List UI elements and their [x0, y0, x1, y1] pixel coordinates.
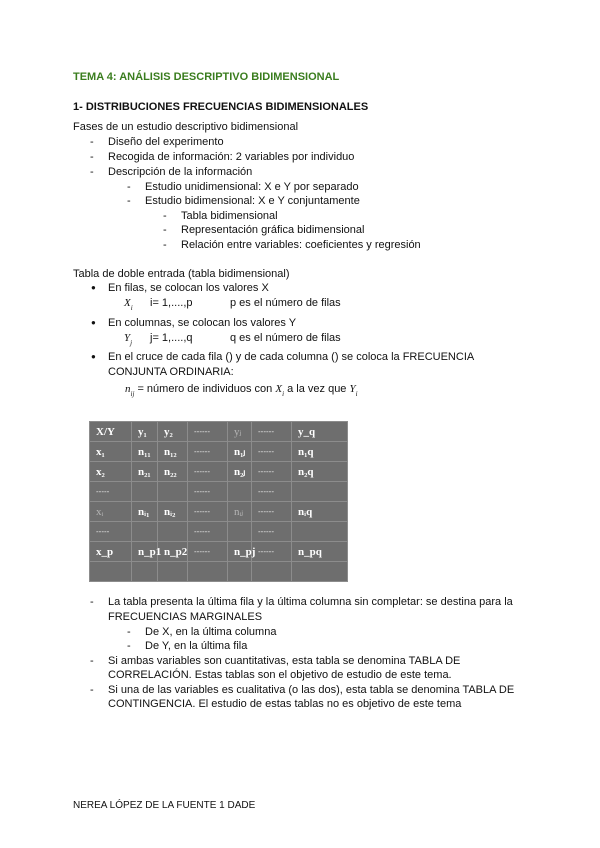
math-xi: $X_i$: [124, 297, 133, 312]
table-cell: x_p: [90, 542, 132, 562]
table-cell: [228, 522, 252, 542]
table-cell: ------: [188, 462, 228, 482]
table-cell: X/Y: [90, 422, 132, 442]
list-item: - La tabla presenta la última fila y la última columna sin completar: se destina para la: [108, 596, 513, 608]
table-row: [90, 442, 348, 462]
page-title: TEMA 4: ANÁLISIS DESCRIPTIVO BIDIMENSIONAL: [73, 71, 340, 83]
table-cell: -----: [90, 482, 132, 502]
list-item: - Diseño del experimento: [108, 136, 224, 148]
list-item-cont: CORRELACIÓN. Estas tablas son el objetivo de estudio de este tema.: [108, 669, 452, 681]
table-cell: ------: [188, 522, 228, 542]
table-cell: ------: [252, 502, 292, 522]
table-cell: nᵢⱼ: [228, 502, 252, 522]
table-cell: yⱼ: [228, 422, 252, 442]
list-item-cont: CONTINGENCIA. El estudio de estas tablas no es objetivo de este tema: [108, 698, 462, 710]
list-subitem: - De X, en la última columna: [145, 626, 276, 638]
table-cell: n₂q: [292, 462, 348, 482]
table-cell: ------: [188, 422, 228, 442]
range-i: i= 1,....,p: [150, 297, 193, 309]
table-cell: n₁₁: [132, 442, 158, 462]
table-cell: ------: [188, 542, 228, 562]
table-cell: [158, 482, 188, 502]
list-item: - Recogida de información: 2 variables por individuo: [108, 151, 354, 163]
table-cell: [292, 562, 348, 582]
list-item: - Si ambas variables son cuantitativas, esta tabla se denomina TABLA DE: [108, 655, 460, 667]
table-cell: x₂: [90, 462, 132, 482]
table-cell: n_p2: [158, 542, 188, 562]
table-cell: nᵢq: [292, 502, 348, 522]
table-cell: n₂₂: [158, 462, 188, 482]
note-q: q es el número de filas: [230, 332, 341, 344]
bidimensional-table: [89, 421, 348, 582]
table-cell: [188, 562, 228, 582]
table-cell: nᵢ₁: [132, 502, 158, 522]
table-row: [90, 482, 348, 502]
table-cell: -----: [90, 522, 132, 542]
table-cell: ------: [252, 442, 292, 462]
math-yj: $Y_j$: [124, 332, 133, 347]
bullet-cross-cont: CONJUNTA ORDINARIA:: [108, 366, 234, 378]
section-intro: Fases de un estudio descriptivo bidimensional: [73, 121, 299, 133]
list-subitem: - De Y, en la última fila: [145, 640, 247, 652]
table-cell: ------: [252, 542, 292, 562]
table-row: [90, 502, 348, 522]
table-intro-heading: Tabla de doble entrada (tabla bidimensional): [73, 268, 290, 280]
table-cell: [132, 522, 158, 542]
list-subitem: - Estudio unidimensional: X e Y por separado: [145, 181, 359, 193]
table-cell: [292, 522, 348, 542]
list-subsubitem: - Representación gráfica bidimensional: [181, 224, 364, 236]
range-j: j= 1,....,q: [150, 332, 193, 344]
bullet-columns: ● En columnas, se colocan los valores Y: [108, 317, 296, 329]
bullet-rows: ● En filas, se colocan los valores X: [108, 282, 269, 294]
table-cell: n_p1: [132, 542, 158, 562]
table-cell: [158, 562, 188, 582]
list-item: - Si una de las variables es cualitativa (o las dos), esta tabla se denomina TABLA DE: [108, 684, 514, 696]
table-cell: [228, 482, 252, 502]
table-row: [90, 462, 348, 482]
table-cell: [90, 562, 132, 582]
formula-nij: $n_{ij}$ = número de individuos con $X_i$ a la vez que $Y_i$: [125, 383, 358, 398]
table-cell: ------: [252, 422, 292, 442]
list-item: - Descripción de la información: [108, 166, 252, 178]
list-subsubitem: - Relación entre variables: coeficientes y regresión: [181, 239, 421, 251]
table-cell: [158, 522, 188, 542]
table-cell: [292, 482, 348, 502]
footer: NEREA LÓPEZ DE LA FUENTE 1 DADE: [73, 800, 256, 811]
table-cell: y₂: [158, 422, 188, 442]
table-cell: y_q: [292, 422, 348, 442]
section-heading: 1- DISTRIBUCIONES FRECUENCIAS BIDIMENSIONALES: [73, 101, 369, 113]
table-cell: n_pq: [292, 542, 348, 562]
table-cell: nᵢ₂: [158, 502, 188, 522]
table-cell: ------: [188, 482, 228, 502]
table-cell: [132, 482, 158, 502]
table-row: [90, 562, 348, 582]
table-cell: n_pj: [228, 542, 252, 562]
table-cell: [132, 562, 158, 582]
table-cell: ------: [188, 442, 228, 462]
table-cell: n₁ⱼ: [228, 442, 252, 462]
table-cell: y₁: [132, 422, 158, 442]
table-cell: ------: [252, 462, 292, 482]
table-row: [90, 542, 348, 562]
table-cell: x₁: [90, 442, 132, 462]
table-cell: n₂₁: [132, 462, 158, 482]
table-cell: [252, 562, 292, 582]
table-row: [90, 422, 348, 442]
bullet-cross: ● En el cruce de cada fila () y de cada columna () se coloca la FRECUENCIA: [108, 351, 474, 363]
table-cell: n₂ⱼ: [228, 462, 252, 482]
table-cell: ------: [188, 502, 228, 522]
table-cell: ------: [252, 522, 292, 542]
table-cell: [228, 562, 252, 582]
table-cell: n₁q: [292, 442, 348, 462]
list-subsubitem: - Tabla bidimensional: [181, 210, 278, 222]
table-cell: xᵢ: [90, 502, 132, 522]
table-cell: ------: [252, 482, 292, 502]
table-cell: n₁₂: [158, 442, 188, 462]
note-p: p es el número de filas: [230, 297, 341, 309]
list-subitem: - Estudio bidimensional: X e Y conjuntamente: [145, 195, 360, 207]
table-body: [90, 422, 348, 582]
table-row: [90, 522, 348, 542]
list-item-cont: FRECUENCIAS MARGINALES: [108, 611, 263, 623]
